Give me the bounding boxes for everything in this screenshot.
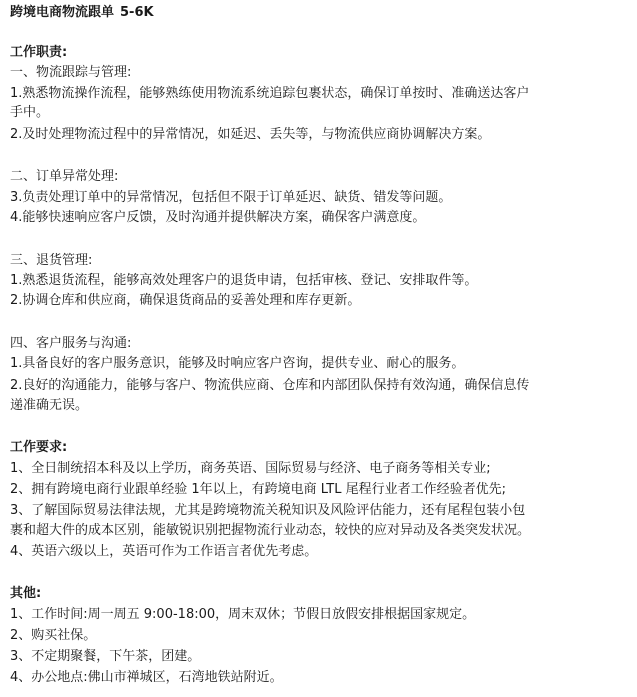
other-line: 3、不定期聚餐，下午茶，团建。: [10, 649, 201, 664]
responsibility-line: 1.熟悉退货流程，能够高效处理客户的退货申请，包括审核、登记、安排取件等。: [10, 273, 478, 288]
responsibility-line: 手中。: [10, 105, 50, 120]
responsibilities-heading: 工作职责:: [10, 45, 68, 60]
job-title: 跨境电商物流跟单: [10, 5, 115, 20]
responsibility-line: 2.协调仓库和供应商，确保退货商品的妥善处理和库存更新。: [10, 293, 361, 308]
requirement-line: 3、了解国际贸易法律法规，尤其是跨境物流关税知识及风险评估能力，还有尾程包装小包: [10, 503, 526, 518]
responsibility-line: 3.负责处理订单中的异常情况，包括但不限于订单延迟、缺货、错发等问题。: [10, 190, 452, 205]
other-heading: 其他:: [10, 586, 42, 601]
requirement-line: 裹和超大件的成本区别，能敏锐识别把握物流行业动态，较快的应对异动及各类突发状况。: [10, 523, 531, 538]
responsibility-line: 1.具备良好的客户服务意识，能够及时响应客户咨询，提供专业、耐心的服务。: [10, 356, 465, 371]
other-line: 4、办公地点:佛山市禅城区，石湾地铁站附近。: [10, 670, 283, 685]
requirements-heading: 工作要求:: [10, 440, 68, 455]
section-title: 三、退货管理:: [10, 253, 93, 268]
requirement-line: 4、英语六级以上，英语可作为工作语言者优先考虑。: [10, 544, 318, 559]
responsibility-line: 1.熟悉物流操作流程，能够熟练使用物流系统追踪包裹状态，确保订单按时、准确送达客户: [10, 86, 530, 101]
responsibility-line: 递准确无误。: [10, 398, 89, 413]
job-salary: 5-6K: [120, 5, 154, 20]
requirement-line: 2、拥有跨境电商行业跟单经验 1年以上，有跨境电商 LTL 尾程行业者工作经验者优先;: [10, 482, 506, 497]
section-title: 二、订单异常处理:: [10, 169, 119, 184]
other-line: 2、购买社保。: [10, 628, 97, 643]
section-title: 一、物流跟踪与管理:: [10, 65, 132, 80]
job-title-line: [10, 4, 154, 22]
responsibility-line: 2.及时处理物流过程中的异常情况，如延迟、丢失等，与物流供应商协调解决方案。: [10, 127, 491, 142]
responsibility-line: 2.良好的沟通能力，能够与客户、物流供应商、仓库和内部团队保持有效沟通，确保信息传: [10, 378, 530, 393]
responsibility-line: 4.能够快速响应客户反馈，及时沟通并提供解决方案，确保客户满意度。: [10, 210, 426, 225]
section-title: 四、客户服务与沟通:: [10, 336, 132, 351]
other-line: 1、工作时间:周一周五 9:00-18:00，周末双休；节假日放假安排根据国家规定。: [10, 607, 476, 622]
requirement-line: 1、全日制统招本科及以上学历，商务英语、国际贸易与经济、电子商务等相关专业;: [10, 461, 491, 476]
